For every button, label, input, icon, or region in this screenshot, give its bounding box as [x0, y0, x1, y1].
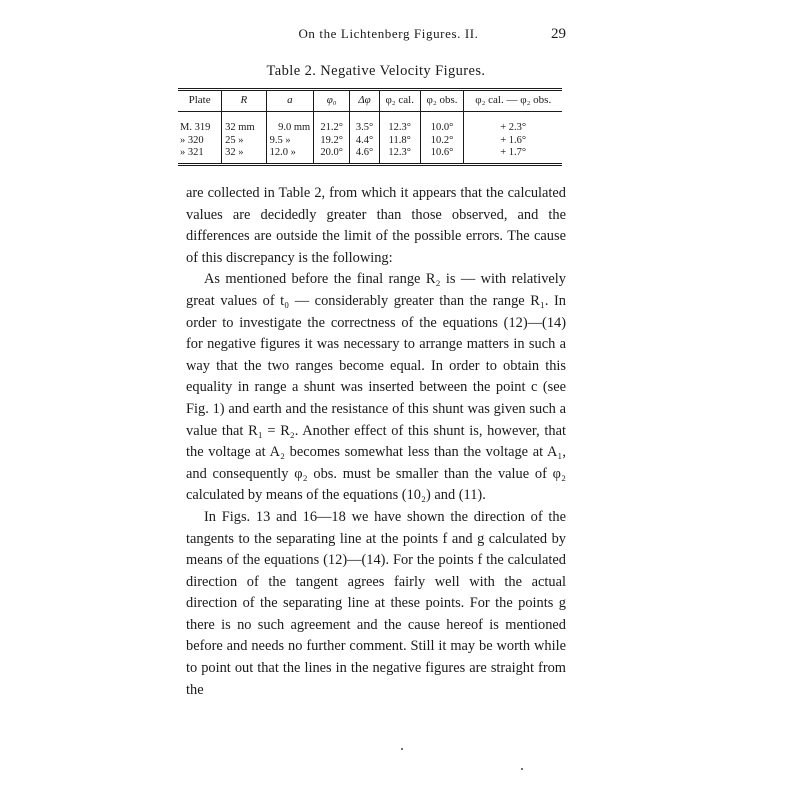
cell-a: 9.5 »: [266, 135, 314, 148]
paragraph: In Figs. 13 and 16—18 we have shown the direction of the tangents to the separating line at the points f and g calculated by means of the equations (12)—(14). For the points f the calculated direction of the tangent agrees fairly well with the actual direction of the separating line at these points. For the points g there is no such agreement and the cause hereof is mentioned before and needs no further comment. Still it may be worth while to point out that the lines in the negative figures are straight from the: [186, 508, 566, 698]
cell-r: 25 »: [222, 135, 266, 148]
cell-phi2-obs: 10.0°: [420, 112, 464, 135]
scan-speck: [401, 748, 403, 750]
cell-phi2-cal: 11.8°: [379, 135, 420, 148]
table-row: [178, 112, 562, 135]
cell-phi2-cal: 12.3°: [379, 147, 420, 164]
cell-r: 32 mm: [222, 112, 266, 135]
scan-speck: [521, 768, 523, 770]
cell-phi0: 21.2°: [314, 112, 350, 135]
cell-difference: + 1.6°: [464, 135, 562, 148]
column-header-difference: φ₂ cal. — φ₂ obs.: [464, 90, 562, 112]
cell-phi2-obs: 10.2°: [420, 135, 464, 148]
table-row: [178, 135, 562, 148]
table-caption: Table 2. Negative Velocity Figures.: [266, 63, 486, 79]
body-text: [186, 183, 566, 701]
running-title: On the Lichtenberg Figures. II.: [298, 26, 479, 41]
cell-phi0: 20.0°: [314, 147, 350, 164]
cell-plate: » 320: [180, 134, 204, 146]
cell-difference: + 1.7°: [464, 147, 562, 164]
page-number: 29: [551, 26, 566, 42]
cell-delta-phi: 4.4°: [350, 135, 380, 148]
column-header-delta-phi: Δφ: [350, 90, 380, 112]
column-header-phi2-cal: φ₂ cal.: [379, 90, 420, 112]
cell-a: 12.0 »: [266, 147, 314, 164]
column-header-phi0: φ₀: [314, 90, 350, 112]
cell-difference: + 2.3°: [464, 112, 562, 135]
cell-phi2-obs: 10.6°: [420, 147, 464, 164]
velocity-table: [178, 88, 562, 166]
column-header-plate: Plate: [178, 90, 222, 112]
cell-plate: » 321: [178, 147, 222, 164]
cell-r: 32 »: [222, 147, 266, 164]
cell-plate: M. 319: [180, 122, 211, 133]
paragraph: As mentioned before the final range R₂ is — with relatively great values of t₀ — considerably greater than the range R₁. In order to investigate the correctness of the equations (12)—(14) for negative figures it was necessary to arrange matters in such a way that the two ranges become equal. In order to obtain this equality in range a shunt was inserted between the point c (see Fig. 1) and earth and the resistance of this shunt was given such a value that R₁ = R₂. Another effect of this shunt is, however, that the voltage at A₂ becomes somewhat less than the voltage at A₁, and consequently φ₂ obs. must be smaller than the value of φ₂ calculated by means of the equations (10₂) and (11).: [186, 271, 566, 504]
cell-delta-phi: 3.5°: [350, 112, 380, 135]
column-header-a: a: [266, 90, 314, 112]
cell-phi0: 19.2°: [314, 135, 350, 148]
cell-delta-phi: 4.6°: [350, 147, 380, 164]
running-head: [186, 26, 566, 43]
column-header-r: R: [222, 90, 266, 112]
cell-phi2-cal: 12.3°: [379, 112, 420, 135]
table-header-row: [178, 90, 562, 112]
cell-a: 9.0 mm: [266, 112, 314, 135]
column-header-phi2-obs: φ₂ obs.: [420, 90, 464, 112]
table-row: [178, 147, 562, 164]
paragraph: are collected in Table 2, from which it appears that the calculated values are decidedly greater than those observed, and the differences are outside the limit of the possible errors. The cause of this discrepancy is the following:: [186, 185, 566, 266]
